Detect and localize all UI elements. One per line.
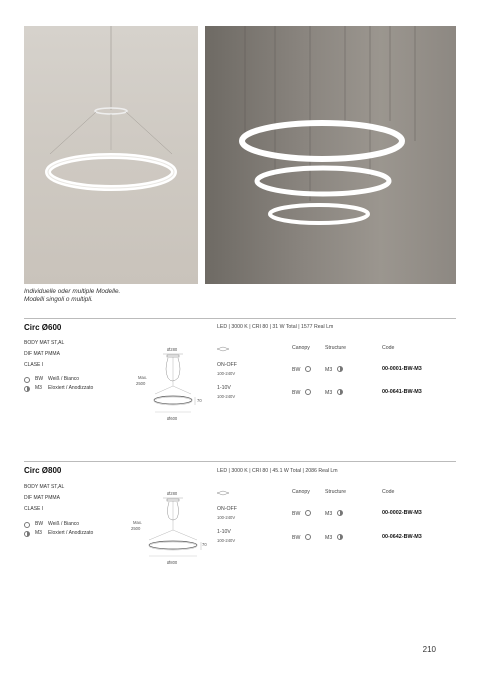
structure-finish: M3 bbox=[325, 511, 333, 517]
anodized-swatch-icon bbox=[337, 366, 343, 372]
canopy-icon bbox=[216, 346, 230, 352]
dim-max-label: Max. bbox=[133, 520, 143, 525]
dim-max-value: 2500 bbox=[136, 381, 146, 386]
finish-white-swatch bbox=[24, 522, 30, 528]
page-number: 210 bbox=[422, 645, 436, 654]
pendant-single-illustration bbox=[24, 26, 198, 284]
finish-white-swatch bbox=[24, 377, 30, 383]
material-body: BODY MAT ST,AL bbox=[24, 484, 65, 490]
header-structure: Structure bbox=[325, 489, 347, 495]
divider bbox=[24, 461, 456, 462]
technical-drawing-icon bbox=[145, 494, 205, 564]
canopy-finish: BW bbox=[292, 511, 301, 517]
dim-diameter: Ø800 bbox=[167, 560, 178, 565]
white-swatch-icon bbox=[305, 389, 311, 395]
structure-finish: M3 bbox=[325, 535, 333, 541]
dim-canopy: Ø280 bbox=[167, 491, 178, 496]
voltage: 100-240V bbox=[217, 538, 236, 543]
electrical-class: CLASE I bbox=[24, 506, 44, 512]
finish-m3-label: Eloxiert / Anodizzato bbox=[48, 530, 94, 536]
product-code: 00-0002-BW-M3 bbox=[382, 510, 422, 516]
dim-diameter: Ø600 bbox=[167, 416, 178, 421]
finish-bw-label: Weiß / Bianco bbox=[48, 521, 80, 527]
canopy-icon bbox=[216, 490, 230, 496]
canopy-finish: BW bbox=[292, 535, 301, 541]
finish-anodized-swatch bbox=[24, 386, 30, 392]
product-specs: LED | 3000 K | CRI 80 | 45.1 W Total | 2086 Real Lm bbox=[217, 468, 338, 474]
material-diffuser: DIF MAT PMMA bbox=[24, 351, 60, 357]
product-specs: LED | 3000 K | CRI 80 | 31 W Total | 1577 Real Lm bbox=[217, 324, 334, 330]
white-swatch-icon bbox=[305, 366, 311, 372]
product-photo-single bbox=[24, 26, 198, 284]
structure-finish: M3 bbox=[325, 390, 333, 396]
dim-height: 70 bbox=[197, 398, 202, 403]
structure-finish: M3 bbox=[325, 367, 333, 373]
caption-line-de: Individuelle oder multiple Modelle. bbox=[24, 288, 121, 295]
finish-m3-label: Eloxiert / Anodizzato bbox=[48, 385, 94, 391]
dim-max-value: 2500 bbox=[131, 526, 141, 531]
caption-line-it: Modelli singoli o multipli. bbox=[24, 296, 93, 303]
finish-bw-code: BW bbox=[35, 376, 44, 382]
finish-bw-code: BW bbox=[35, 521, 44, 527]
finish-bw-label: Weiß / Bianco bbox=[48, 376, 80, 382]
anodized-swatch-icon bbox=[337, 510, 343, 516]
header-code: Code bbox=[382, 489, 395, 495]
anodized-swatch-icon bbox=[337, 534, 343, 540]
finish-m3-code: M3 bbox=[35, 530, 42, 536]
product-code: 00-0642-BW-M3 bbox=[382, 534, 422, 540]
material-body: BODY MAT ST,AL bbox=[24, 340, 65, 346]
control-type: ON-OFF bbox=[217, 506, 237, 512]
product-code: 00-0641-BW-M3 bbox=[382, 389, 422, 395]
divider bbox=[24, 318, 456, 319]
control-type: ON-OFF bbox=[217, 362, 237, 368]
photo-caption bbox=[24, 288, 120, 304]
anodized-swatch-icon bbox=[337, 389, 343, 395]
header-code: Code bbox=[382, 345, 395, 351]
voltage: 100-240V bbox=[217, 371, 236, 376]
pendant-multiple-illustration bbox=[205, 26, 456, 284]
product-title: Circ Ø600 bbox=[24, 323, 62, 332]
electrical-class: CLASE I bbox=[24, 362, 44, 368]
white-swatch-icon bbox=[305, 510, 311, 516]
product-code: 00-0001-BW-M3 bbox=[382, 366, 422, 372]
white-swatch-icon bbox=[305, 534, 311, 540]
material-diffuser: DIF MAT PMMA bbox=[24, 495, 60, 501]
dim-height: 70 bbox=[202, 542, 207, 547]
canopy-finish: BW bbox=[292, 367, 301, 373]
dim-canopy: Ø280 bbox=[167, 347, 178, 352]
voltage: 100-240V bbox=[217, 394, 236, 399]
header-structure: Structure bbox=[325, 345, 347, 351]
control-type: 1-10V bbox=[217, 529, 231, 535]
product-photo-multiple bbox=[205, 26, 456, 284]
finish-anodized-swatch bbox=[24, 531, 30, 537]
canopy-finish: BW bbox=[292, 390, 301, 396]
voltage: 100-240V bbox=[217, 515, 236, 520]
finish-m3-code: M3 bbox=[35, 385, 42, 391]
dim-max-label: Max. bbox=[138, 375, 148, 380]
control-type: 1-10V bbox=[217, 385, 231, 391]
header-canopy: Canopy bbox=[292, 345, 310, 351]
product-title: Circ Ø800 bbox=[24, 466, 62, 475]
technical-drawing-icon bbox=[150, 350, 200, 420]
header-canopy: Canopy bbox=[292, 489, 310, 495]
